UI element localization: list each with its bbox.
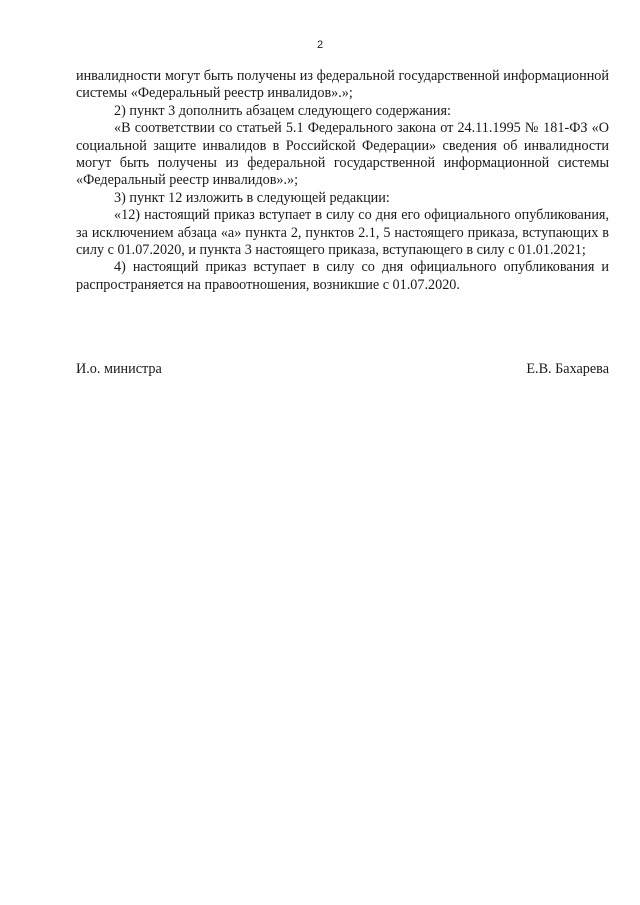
document-body xyxy=(76,68,609,294)
paragraph-item-3: 3) пункт 12 изложить в следующей редакции: xyxy=(114,189,390,206)
signatory-name: Е.В. Бахарева xyxy=(526,361,609,377)
signatory-position: И.о. министра xyxy=(76,361,162,377)
paragraph-quote-12: «12) настоящий приказ вступает в силу со дня его официального опубликования, за исключением абзаца «а» пункта 2, пунктов 2.1, 5 настоящего приказа, вступающих в силу с 01.07.2020, и пункта 3 настоящего приказа, вступающего в силу с 01.01.2021; xyxy=(76,207,609,259)
paragraph-quote-3: «В соответствии со статьей 5.1 Федерального закона от 24.11.1995 № 181-ФЗ «О социальной защите инвалидов в Российской Федерации» сведения об инвалидности могут быть получены из федеральной государственной информационной системы «Федеральный реестр инвалидов».»; xyxy=(76,120,609,189)
paragraph-item-2: 2) пункт 3 дополнить абзацем следующего содержания: xyxy=(114,102,451,119)
paragraph-item-4: 4) настоящий приказ вступает в силу со дня официального опубликования и распространяется на правоотношения, возникшие с 01.07.2020. xyxy=(76,259,609,293)
signature-block xyxy=(76,361,609,378)
page-number: 2 xyxy=(316,39,324,51)
paragraph-continuation: инвалидности могут быть получены из федеральной государственной информационной системы «Федеральный реестр инвалидов».»; xyxy=(76,68,609,102)
